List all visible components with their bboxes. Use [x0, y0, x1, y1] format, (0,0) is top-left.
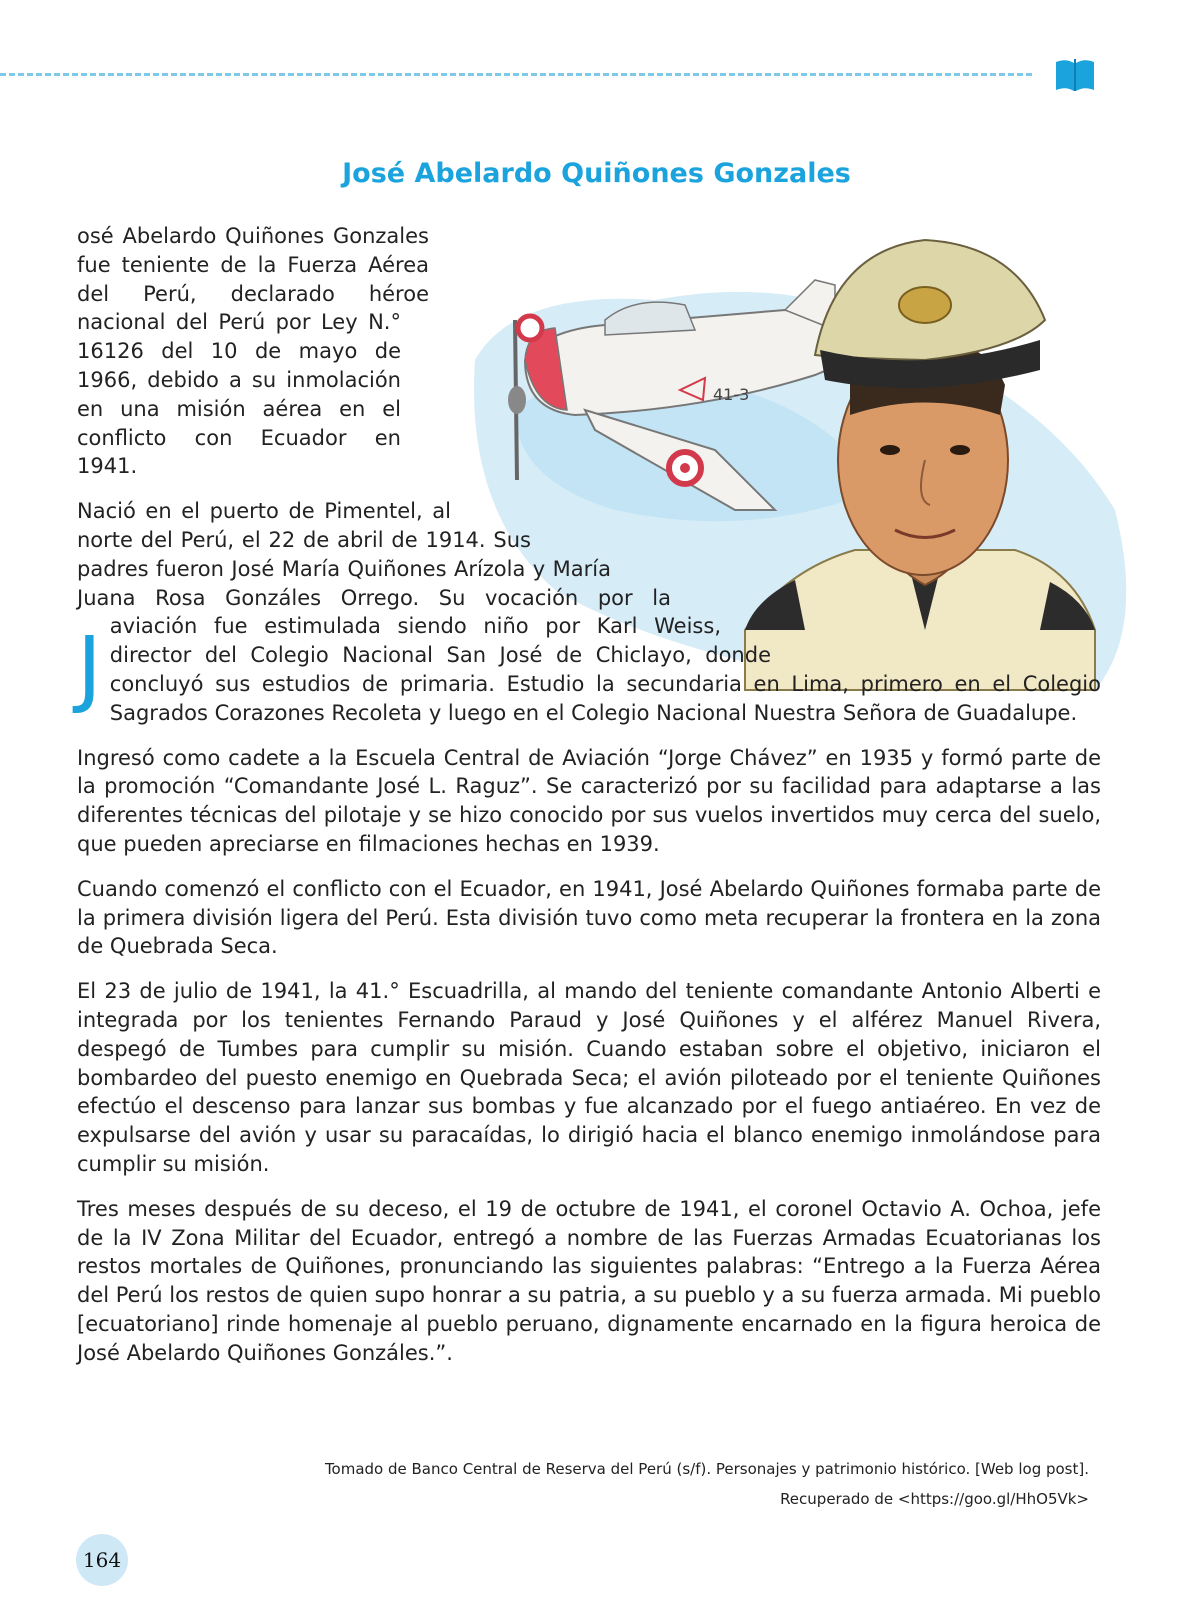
source-citation — [325, 1454, 1089, 1514]
paragraph: Ingresó como cadete a la Escuela Central de Aviación “Jorge Chávez” en 1935 y formó parte de la promoción “Comandante José L. Raguz”. Se caracterizó por su facilidad para adaptarse a las diferentes técnicas del pilotaje y se hizo conocido por sus vuelos invertidos muy cerca del suelo, que pueden apreciarse en filmaciones hechas en 1939. — [77, 745, 1101, 856]
article-body — [77, 222, 1101, 1383]
page-number: 164 — [76, 1534, 128, 1586]
intro-text: osé Abelardo Quiñones Gonzales fue teniente de la Fuerza Aérea del Perú, declarado héroe nacional del Perú por Ley N.° 16126 del 10 de mayo de 1966, debido a su inmolación en una misión aérea en el conflicto con Ecuador en 1941. — [77, 224, 429, 479]
header-dashed-rule — [0, 73, 1032, 76]
source-line-1: Tomado de Banco Central de Reserva del Perú (s/f). Personajes y patrimonio histórico. [Web log post]. — [324, 1460, 1089, 1478]
plane-marking: 41-3 — [713, 385, 750, 404]
paragraph: Tres meses después de su deceso, el 19 de octubre de 1941, el coronel Octavio A. Ochoa, jefe de la IV Zona Militar del Ecuador, entregó a nombre de las Fuerzas Armadas Ecuatorianas los restos mortales de Quiñones, pronunciando las siguientes palabras: “Entrego a la Fuerza Aérea del Perú los restos de quien supo honrar a su patria, a su pueblo y a su fuerza armada. Mi pueblo [ecuatoriano] rinde homenaje al pueblo peruano, dignamente encarnado en la figura heroica de José Abelardo Quiñones Gonzáles.”. — [77, 1196, 1101, 1365]
open-book-icon — [1054, 56, 1096, 94]
page-title: José Abelardo Quiñones Gonzales — [342, 158, 851, 190]
source-line-2: Recuperado de <https://goo.gl/HhO5Vk> — [780, 1490, 1089, 1508]
paragraph: Cuando comenzó el conflicto con el Ecuador, en 1941, José Abelardo Quiñones formaba parte de la primera división ligera del Perú. Esta división tuvo como meta recuperar la frontera en la zona de Quebrada Seca. — [77, 876, 1101, 959]
paragraph: El 23 de julio de 1941, la 41.° Escuadrilla, al mando del teniente comandante Antonio Alberti e integrada por los tenientes Fernando Paraud y José Quiñones y el alférez Manuel Rivera, despegó de Tumbes para cumplir su misión. Cuando estaban sobre el objetivo, iniciaron el bombardeo del puesto enemigo en Quebrada Seca; el avión piloteado por el teniente Quiñones efectúo el descenso para lanzar sus bombas y fue alcanzado por el fuego antiaéreo. En vez de expulsarse del avión y usar su paracaídas, lo dirigió hacia el blanco enemigo inmolándose para cumplir su misión. — [77, 979, 1101, 1176]
paragraph: Nació en el puerto de Pimentel, al norte del Perú, el 22 de abril de 1914. Sus padres fueron José María Quiñones Arízola y María Juana Rosa Gonzáles Orrego. Su vocación por la aviación fue estimulada siendo niño por Karl Weiss, director del Colegio Nacional San José de Chiclayo, donde concluyó sus estudios de primaria. Estudio la secundaria en Lima, primero en el Colegio Sagrados Corazones Recoleta y luego en el Colegio Nacional Nuestra Señora de Guadalupe. — [77, 499, 1101, 725]
drop-cap: J — [77, 618, 102, 716]
